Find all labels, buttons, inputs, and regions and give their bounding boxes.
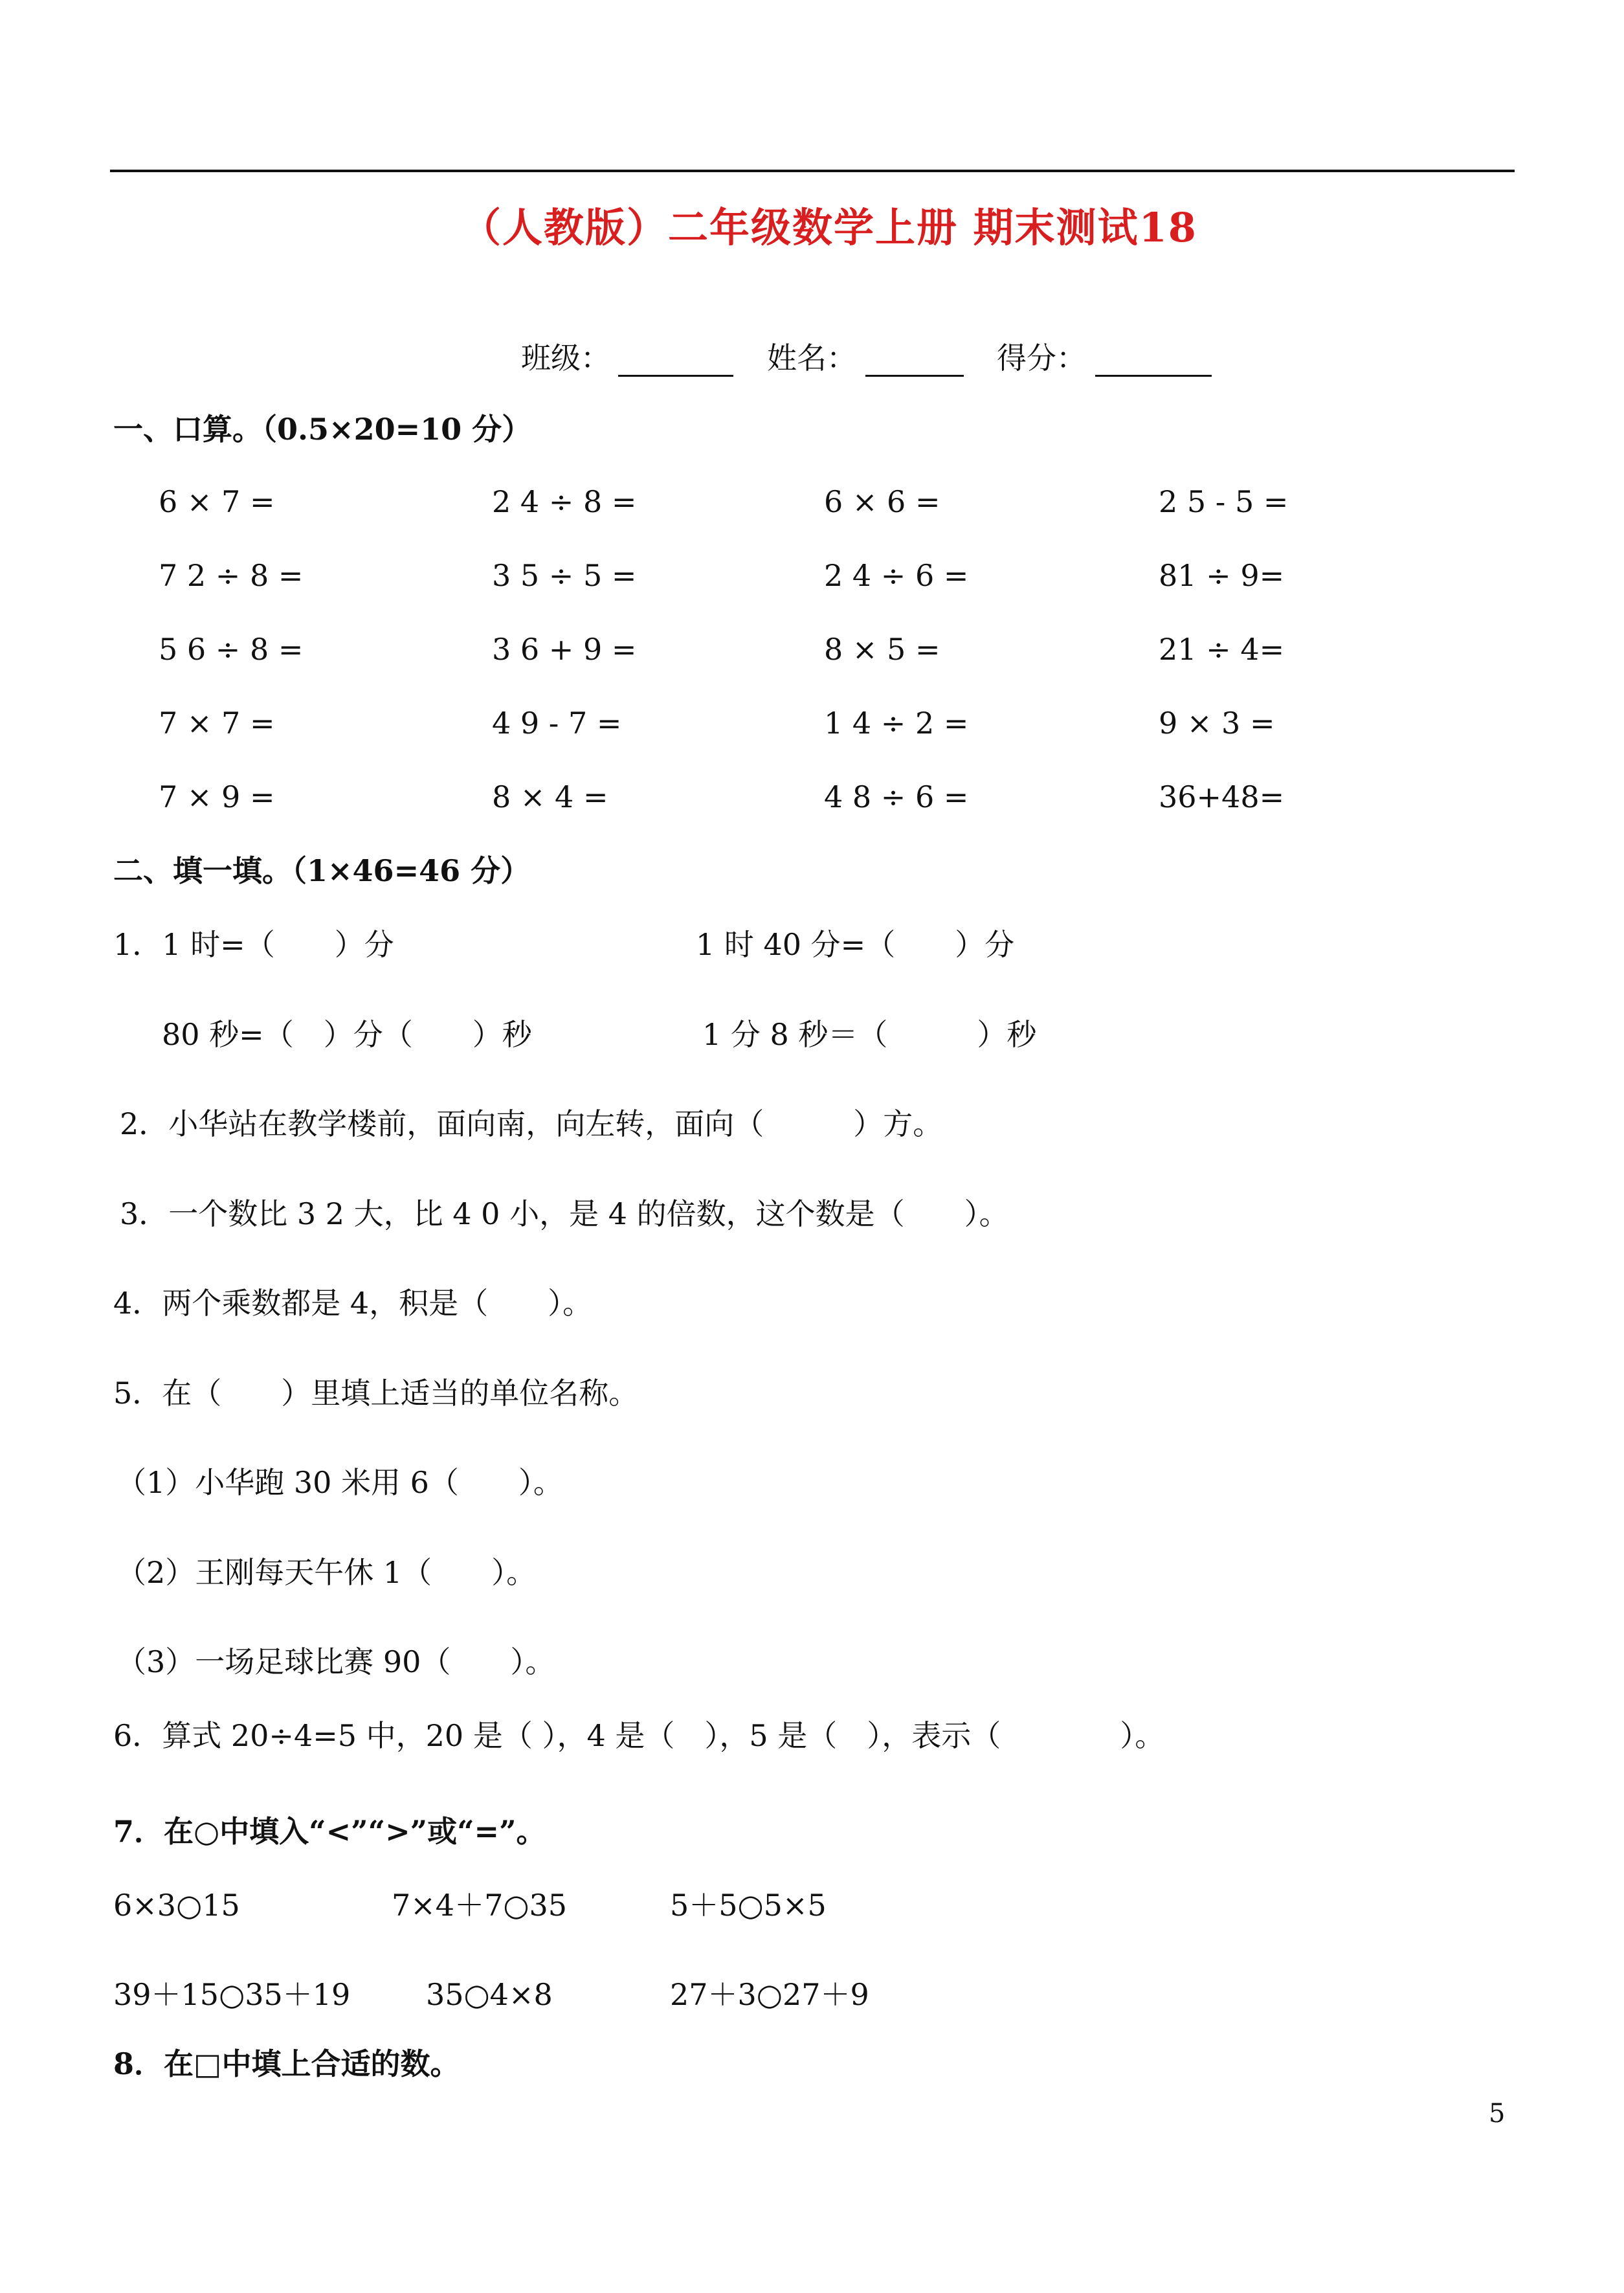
question-1c: 80 秒=（ ）分（ ）秒 [162, 1017, 532, 1052]
question-7-heading: 7．在○中填入“<”“>”或“=”。 [113, 1814, 546, 1849]
compare-item: 35○4×8 [426, 1977, 553, 2012]
calc-item: 2 5 - 5 = [1159, 484, 1289, 519]
section1-heading [113, 412, 532, 447]
name-blank[interactable] [865, 348, 964, 377]
calc-item: 4 9 - 7 = [492, 706, 622, 741]
score-blank[interactable] [1095, 348, 1212, 377]
question-6: 6．算式 20÷4=5 中，20 是（ ），4 是（ ），5 是（ ），表示（ ）。 [113, 1718, 1165, 1753]
section1-heading-text: 一、口算。（0.5×20=10 分） [113, 412, 532, 447]
page-title: （人教版）二年级数学上册 期末测试18 [461, 204, 1197, 251]
compare-item: 5＋5○5×5 [670, 1888, 827, 1923]
question-1a: 1．1 时=（ ）分 [113, 927, 394, 962]
calc-item: 7 × 7 = [159, 706, 275, 741]
calc-item: 3 6 + 9 = [492, 632, 637, 667]
calc-item: 8 × 4 = [492, 779, 608, 814]
question-5-2: （2）王刚每天午休 1（ ）。 [117, 1555, 537, 1590]
section2-heading: 二、填一填。（1×46=46 分） [113, 853, 531, 888]
calc-item: 4 8 ÷ 6 = [824, 779, 969, 814]
question-2: 2．小华站在教学楼前，面向南，向左转，面向（ ）方。 [120, 1106, 943, 1141]
header-rule [110, 170, 1515, 172]
calc-item: 2 4 ÷ 8 = [492, 484, 637, 519]
calc-item: 6 × 7 = [159, 484, 275, 519]
calc-item: 9 × 3 = [1159, 706, 1275, 741]
question-5-1: （1）小华跑 30 米用 6（ ）。 [117, 1465, 563, 1500]
page-number: 5 [1489, 2099, 1506, 2129]
question-5: 5．在（ ）里填上适当的单位名称。 [113, 1376, 639, 1411]
score-label: 得分： [997, 341, 1086, 375]
question-5-3: （3）一场足球比赛 90（ ）。 [117, 1644, 555, 1679]
compare-item: 6×3○15 [113, 1888, 240, 1923]
calc-item: 7 × 9 = [159, 779, 275, 814]
compare-item: 39＋15○35＋19 [113, 1977, 351, 2012]
calc-item: 21 ÷ 4= [1159, 632, 1285, 667]
question-1d: 1 分 8 秒＝（ ）秒 [702, 1017, 1037, 1052]
compare-item: 27＋3○27＋9 [670, 1977, 869, 2012]
calc-item: 2 4 ÷ 6 = [824, 558, 969, 593]
calc-item: 5 6 ÷ 8 = [159, 632, 304, 667]
question-4: 4．两个乘数都是 4，积是（ ）。 [113, 1286, 593, 1321]
calc-item: 3 5 ÷ 5 = [492, 558, 637, 593]
calc-item: 81 ÷ 9= [1159, 558, 1285, 593]
calc-item: 36+48= [1159, 779, 1285, 814]
class-label: 班级： [521, 341, 610, 375]
calc-item: 1 4 ÷ 2 = [824, 706, 969, 741]
calc-item: 7 2 ÷ 8 = [159, 558, 304, 593]
question-8-heading: 8．在□中填上合适的数。 [113, 2046, 460, 2081]
class-blank[interactable] [618, 348, 733, 377]
compare-item: 7×4＋7○35 [392, 1888, 568, 1923]
name-label: 姓名： [767, 341, 856, 375]
calc-item: 6 × 6 = [824, 484, 940, 519]
question-1b: 1 时 40 分=（ ）分 [696, 927, 1015, 962]
calc-item: 8 × 5 = [824, 632, 940, 667]
question-3: 3．一个数比 3 2 大，比 4 0 小，是 4 的倍数，这个数是（ ）。 [120, 1196, 1009, 1231]
